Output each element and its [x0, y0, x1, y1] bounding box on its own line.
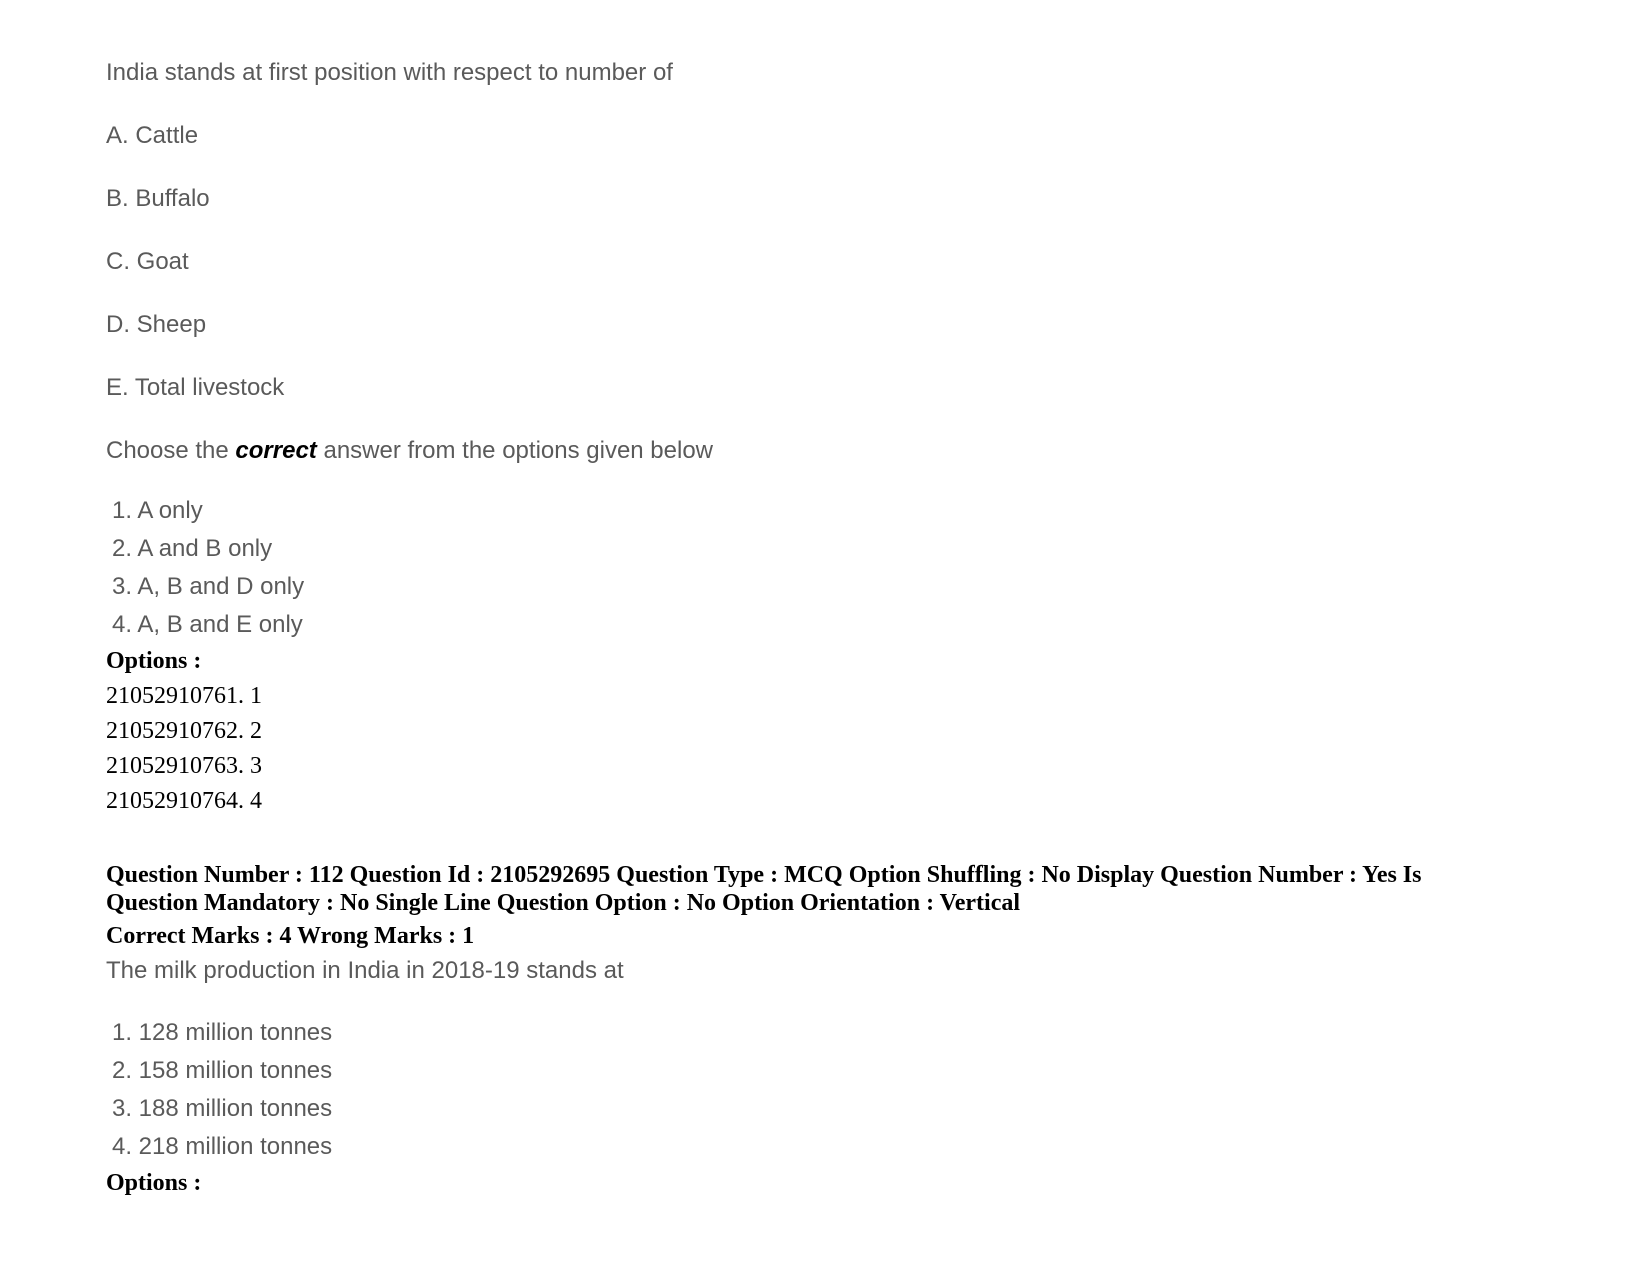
document-page	[106, 58, 1546, 1201]
choice-list	[106, 1014, 1546, 1166]
question-text: The milk production in India in 2018-19 stands at	[106, 957, 624, 984]
instruction-prefix: Choose the	[106, 437, 236, 464]
question-text: India stands at first position with respect to number of	[106, 59, 673, 86]
choice-item: 1. A only	[112, 497, 203, 524]
choice-item: 4. A, B and E only	[112, 611, 303, 638]
instruction-text	[106, 436, 1546, 466]
answer-option: 21052910762. 2	[106, 718, 262, 744]
choice-item: 3. A, B and D only	[112, 573, 305, 600]
choice-item: 2. A and B only	[112, 535, 273, 562]
choice-item: 1. 128 million tonnes	[112, 1019, 333, 1046]
question-meta-line-2: Question Mandatory : No Single Line Question Option : No Option Orientation : Vertical	[106, 890, 1021, 916]
answer-option: 21052910763. 3	[106, 753, 262, 779]
options-label: Options :	[106, 1170, 202, 1196]
options-label: Options :	[106, 648, 202, 674]
statement-d: D. Sheep	[106, 311, 207, 338]
statement-e: E. Total livestock	[106, 374, 285, 401]
question-meta-line-1: Question Number : 112 Question Id : 2105292695 Question Type : MCQ Option Shuffling : No Display Question Number : Yes Is	[106, 862, 1422, 888]
statement-c: C. Goat	[106, 248, 189, 275]
answer-option: 21052910761. 1	[106, 683, 262, 709]
statement-a: A. Cattle	[106, 122, 199, 149]
marks-line: Correct Marks : 4 Wrong Marks : 1	[106, 923, 475, 949]
question-meta	[106, 861, 1546, 917]
statement-b: B. Buffalo	[106, 185, 210, 212]
choice-item: 4. 218 million tonnes	[112, 1133, 333, 1160]
instruction-suffix: answer from the options given below	[316, 437, 714, 464]
choice-item: 3. 188 million tonnes	[112, 1095, 333, 1122]
choice-item: 2. 158 million tonnes	[112, 1057, 333, 1084]
choice-list	[106, 492, 1546, 644]
instruction-emphasis: correct	[235, 437, 317, 464]
answer-option: 21052910764. 4	[106, 788, 262, 814]
